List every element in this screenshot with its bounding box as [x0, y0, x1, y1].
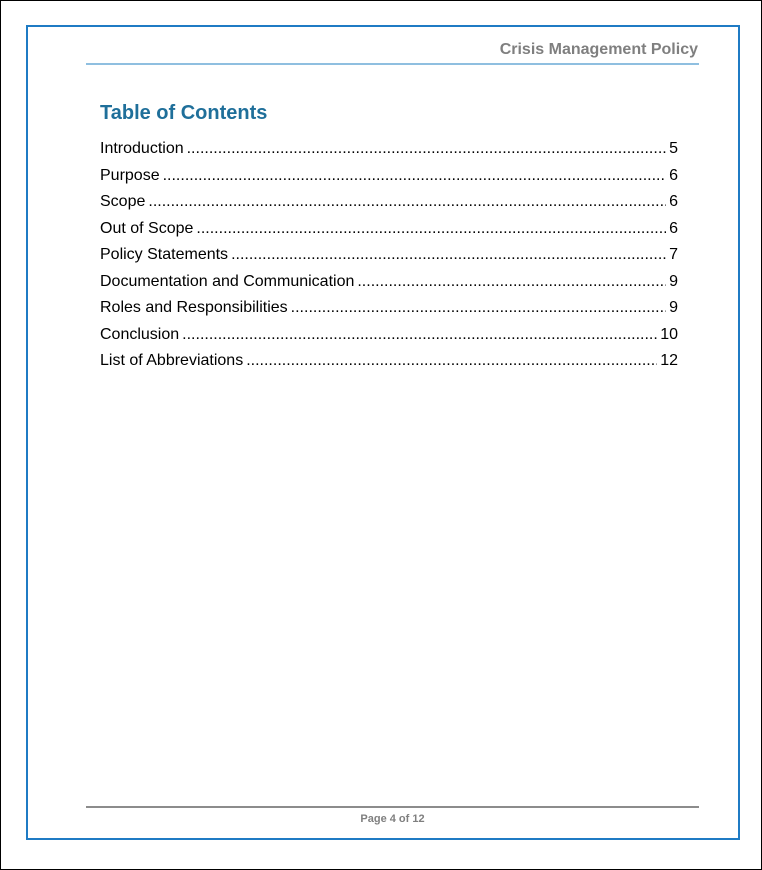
toc-dot-leader [291, 299, 666, 317]
toc-list [100, 140, 678, 379]
toc-entry-page: 7 [669, 246, 678, 263]
toc-entry-list-of-abbreviations[interactable] [100, 352, 678, 379]
toc-entry-label: Conclusion [100, 325, 180, 343]
toc-entry-page: 5 [669, 140, 678, 157]
toc-entry-label: Introduction [100, 140, 184, 157]
toc-dot-leader [148, 193, 666, 211]
footer-divider [86, 806, 699, 808]
toc-entry-roles-and-responsibilities[interactable] [100, 299, 678, 326]
toc-dot-leader [182, 326, 657, 344]
toc-entry-page: 9 [669, 272, 678, 290]
toc-entry-conclusion[interactable] [100, 326, 678, 353]
toc-entry-out-of-scope[interactable] [100, 220, 678, 247]
toc-entry-label: List of Abbreviations [100, 352, 244, 369]
toc-entry-page: 6 [669, 193, 678, 210]
toc-entry-page: 6 [669, 219, 678, 237]
toc-entry-page: 12 [660, 352, 678, 369]
toc-entry-label: Documentation and Communication [100, 272, 355, 290]
header-divider [86, 63, 699, 65]
toc-dot-leader [231, 246, 666, 264]
toc-dot-leader [357, 273, 666, 291]
toc-entry-label: Out of Scope [100, 219, 194, 237]
document-header-title: Crisis Management Policy [499, 41, 698, 58]
toc-entry-label: Policy Statements [100, 246, 229, 263]
toc-entry-policy-statements[interactable] [100, 246, 678, 273]
toc-dot-leader [163, 167, 667, 185]
toc-dot-leader [187, 140, 666, 158]
toc-entry-purpose[interactable] [100, 167, 678, 194]
page-number-footer: Page 4 of 12 [360, 813, 425, 825]
toc-heading: Table of Contents [100, 102, 268, 124]
toc-entry-page: 9 [669, 299, 678, 316]
toc-entry-scope[interactable] [100, 193, 678, 220]
toc-dot-leader [196, 220, 666, 238]
toc-entry-page: 6 [669, 166, 678, 184]
toc-entry-label: Purpose [100, 166, 160, 184]
toc-entry-documentation-and-communication[interactable] [100, 273, 678, 300]
toc-entry-page: 10 [660, 325, 678, 343]
toc-entry-label: Scope [100, 193, 146, 210]
toc-entry-label: Roles and Responsibilities [100, 299, 288, 316]
toc-dot-leader [246, 352, 657, 370]
toc-entry-introduction[interactable] [100, 140, 678, 167]
